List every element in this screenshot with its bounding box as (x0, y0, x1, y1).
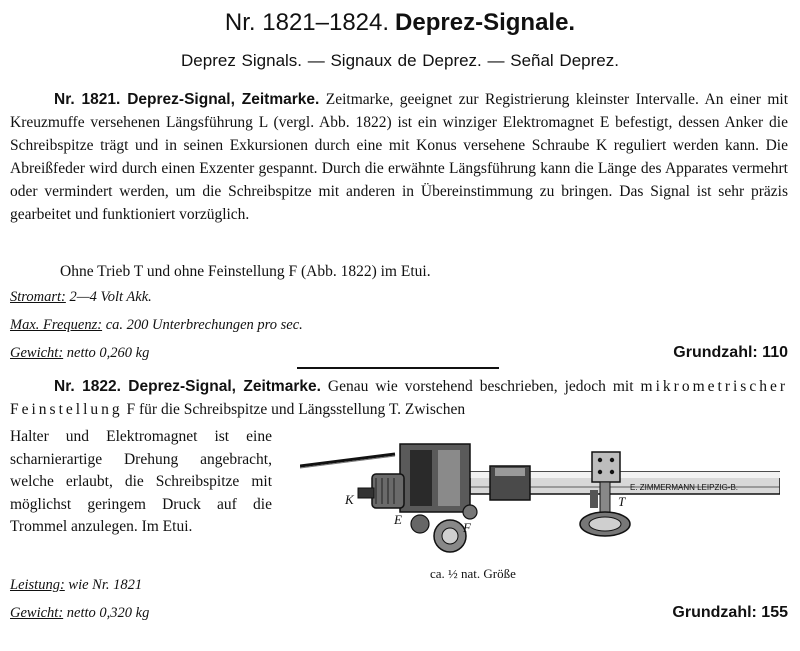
deprez-signal-illustration (300, 432, 780, 562)
figure-label-t: T (618, 494, 626, 509)
engraving-text: E. ZIMMERMANN LEIPZIG-B. (630, 483, 739, 492)
item-1821-note: Ohne Trieb T und ohne Feinstellung F (Abb. 1822) im Etui. (60, 263, 431, 280)
frequenz-label: Max. Frequenz: (10, 317, 103, 333)
item-1821-stromart (10, 287, 152, 307)
page-title (0, 8, 800, 38)
leistung-label: Leistung: (10, 577, 65, 593)
item-1822-text-spaced: mikrometrischer Feinstellung (10, 378, 788, 418)
title-name: Deprez-Signale. (395, 9, 576, 36)
item-1821-text: Zeitmarke, geeignet zur Registrierung kleinster Intervalle. An einer mit Kreuzmuffe versehenen Längsführung L (vergl. Abb. 1822) ist ein winziger Elektromagnet E befestigt, dessen Anker die Schreibspitze trägt und in seinen Exkursionen durch eine mit Konus versehene Schraube K reguliert werden kann. Die Abreißfeder wird durch einen Exzenter gespannt. Durch die erwähnte Längsführung kann die Länge des Apparates vermehrt oder vermindert werden, um die Schreibspitze mit anderen in Übereinstimmung zu bringen. Das Signal ist sehr präzis gearbeitet und funktioniert vorzüglich. (10, 91, 788, 223)
section-divider (297, 367, 499, 369)
figure-caption: ca. ½ nat. Größe (430, 566, 516, 581)
item-1822-leistung (10, 575, 142, 595)
item-1821-description (10, 88, 788, 226)
item-1822-grundzahl: Grundzahl: 155 (672, 604, 788, 621)
gewicht-value-1822: netto 0,320 kg (63, 605, 150, 621)
gewicht-label-1822: Gewicht: (10, 605, 64, 621)
item-1822-heading: Nr. 1822. Deprez-Signal, Zeitmarke. (54, 378, 321, 395)
item-1821-frequenz (10, 315, 303, 335)
figure-label-k: K (345, 492, 354, 507)
item-1822-gewicht (10, 603, 149, 623)
item-1821-grundzahl: Grundzahl: 110 (673, 344, 788, 361)
item-1821-heading: Nr. 1821. Deprez-Signal, Zeitmarke. (54, 91, 320, 108)
item-1821-gewicht (10, 343, 149, 363)
stromart-value: 2—4 Volt Akk. (65, 289, 152, 305)
page-subtitle: Deprez Signals. — Signaux de Deprez. — Señal Deprez. (181, 51, 619, 70)
gewicht-label-1821: Gewicht: (10, 345, 64, 361)
frequenz-value: ca. 200 Unterbrechungen pro sec. (102, 317, 303, 333)
title-number: Nr. 1821–1824. (224, 9, 390, 36)
figure-label-f: F (463, 520, 471, 535)
item-1822-text-a: Genau wie vorstehend beschrieben, jedoch mit (320, 378, 641, 395)
item-1822-description (10, 375, 788, 421)
stromart-label: Stromart: (10, 289, 66, 305)
gewicht-value-1821: netto 0,260 kg (63, 345, 150, 361)
figure-label-e: E (394, 512, 402, 527)
item-1822-narrow-text: Halter und Elektromagnet ist eine scharnierartige Drehung angebracht, welche erlaubt, die Schreibspitze mit möglichst geringem Druck auf die Trommel anzulegen. Im Etui. (10, 428, 272, 535)
leistung-value: wie Nr. 1821 (64, 577, 143, 593)
item-1822-text-b: F für die Schreibspitze und Längsstellung T. Zwischen (122, 401, 466, 418)
